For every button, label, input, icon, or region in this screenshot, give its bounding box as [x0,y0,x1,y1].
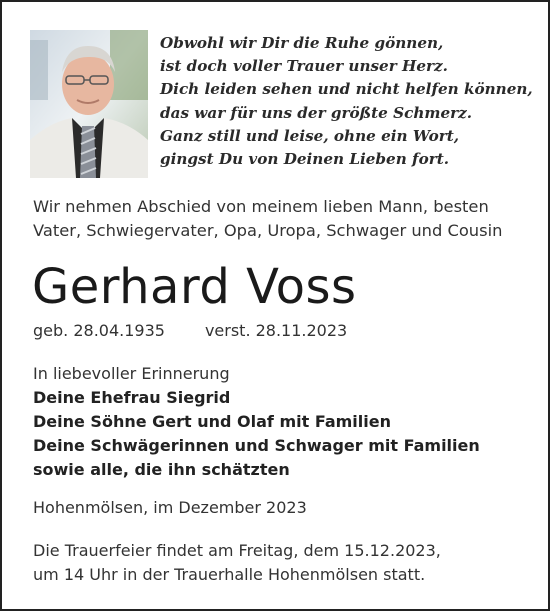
intro-line: Wir nehmen Abschied von meinem lieben Mann, besten [33,197,489,216]
mourner-line: sowie alle, die ihn schätzten [33,460,290,479]
ceremony-line: Die Trauerfeier findet am Freitag, dem 15.12.2023, [33,541,441,560]
poem-line: Dich leiden sehen und nicht helfen können, [160,80,533,99]
poem-line: das war für uns der größte Schmerz. [160,103,473,122]
mourners-list [33,362,533,482]
poem-verse [160,32,533,171]
mourner-line: Deine Schwägerinnen und Schwager mit Familien [33,436,480,455]
mourner-line: Deine Söhne Gert und Olaf mit Familien [33,412,391,431]
funeral-ceremony-info [33,539,533,587]
portrait-photo [30,30,148,178]
ceremony-line: um 14 Uhr in der Trauerhalle Hohenmölsen statt. [33,565,426,584]
poem-line: Ganz still und leise, ohne ein Wort, [160,126,460,145]
deceased-name: Gerhard Voss [32,259,357,315]
place-and-date: Hohenmölsen, im Dezember 2023 [33,498,307,517]
poem-line: ist doch voller Trauer unser Herz. [160,57,448,76]
mourner-line: Deine Ehefrau Siegrid [33,388,231,407]
intro-line: Vater, Schwiegervater, Opa, Uropa, Schwager und Cousin [33,221,503,240]
mourners-heading: In liebevoller Erinnerung [33,364,230,383]
poem-line: gingst Du von Deinen Lieben fort. [160,150,450,169]
life-dates [33,319,347,343]
poem-line: Obwohl wir Dir die Ruhe gönnen, [160,34,444,52]
birth-date: geb. 28.04.1935 [33,321,165,340]
farewell-intro [33,195,533,243]
death-date: verst. 28.11.2023 [204,321,348,340]
